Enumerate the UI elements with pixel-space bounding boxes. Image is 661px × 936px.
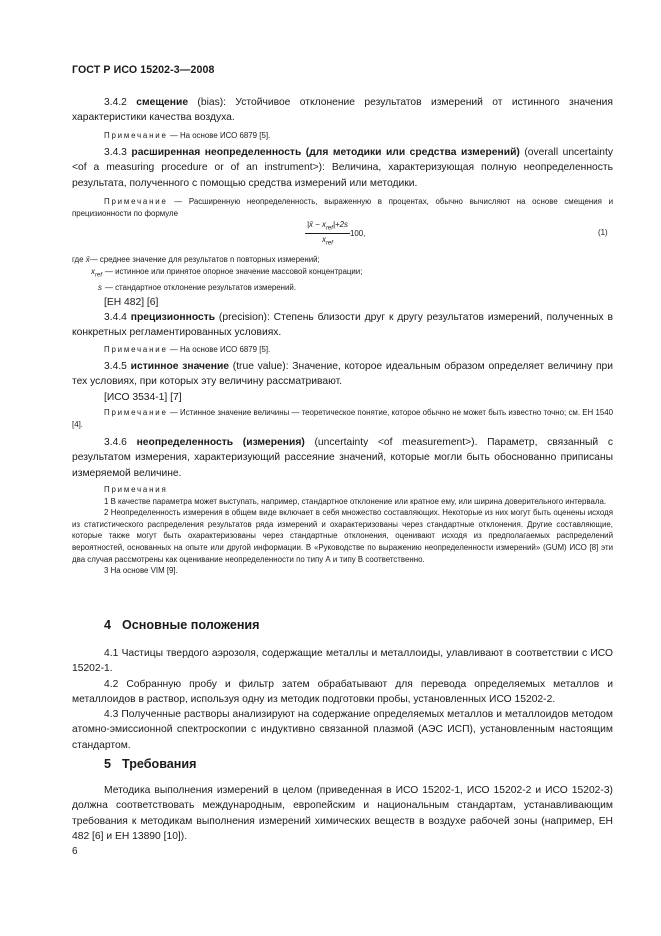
reference-text: [ИСО 3534-1] [7] — [104, 391, 182, 403]
notes-label: Примечания — [104, 485, 168, 494]
reference-text: [ЕН 482] [6] — [104, 297, 159, 308]
note-text: — На основе ИСО 6879 [5]. — [167, 131, 271, 140]
legend-symbol: $x_{ref}$ — [91, 266, 102, 279]
clause-3-4-6 — [72, 435, 613, 481]
legend-row — [72, 266, 613, 282]
note-3: 3 На основе VIM [9]. — [104, 566, 178, 576]
clause-number: 3.4.5 — [104, 361, 127, 372]
definition: (overall uncertainty <of a measuring procedure or of an instrument>): Величина, характеризующая полную неопределенность результата, полученного с помощью средства измерений или методики. — [72, 147, 613, 189]
formula-1 — [305, 220, 365, 246]
note-text: — На основе ИСО 6879 [5]. — [167, 345, 271, 354]
section-5-heading — [72, 757, 613, 771]
legend-row — [72, 254, 613, 266]
definition: (bias): Устойчивое отклонение результатов измерений от истинного значения характеристики качества воздуха. — [72, 97, 613, 124]
note-2: 2 Неопределенность измерения в общем виде включает в себя множество составляющих. Некоторые из них могут быть оценены исходя из статистического распределения результатов ряда измерений и охарактеризованы через стандартные отклонения. Другие составляющие, которые также могут быть охарактеризованы через стандартные отклонения, оценивают исходя из предполагаемых распределений вероятностей, основанных на опыте или другой информации. В «Руководстве по выражению неопределенности измерений» (GUM) ИСО [8] эти два случая рассмотрены как оценивание неопределенности по типу А и типу В соответственно. — [72, 508, 613, 564]
paragraph-5: Методика выполнения измерений в целом (приведенная в ИСО 15202-1, ИСО 15202-2 и ИСО 15202-3) должна соответствовать международным, европейским и национальным стандартам, устанавливающим требования к методикам выполнения измерений химических веществ в воздухе рабочей зоны (например, ЕН 482 [6] и ЕН 13890 [10]). — [72, 785, 613, 842]
note-3-4-3 — [72, 196, 613, 219]
formula-sub: ref — [325, 240, 333, 247]
clause-number: 3.4.2 — [104, 97, 127, 108]
formula-tail: 100, — [349, 228, 366, 238]
note-3-4-5 — [72, 407, 613, 430]
term: прецизионность — [130, 312, 216, 323]
paragraph-4-2: 4.2 Собранную пробу и фильтр затем обрабатывают для перевода определяемых металлов и металлоидов в раствор, используя одну из методик подготовки пробы, установленных ИСО 15202-2. — [72, 678, 613, 705]
clause-3-4-3 — [72, 145, 613, 191]
clause-number: 3.4.4 — [104, 312, 127, 323]
note-3-4-4 — [72, 344, 613, 356]
paragraph-4-1: 4.1 Частицы твердого аэрозоля, содержащие металлы и металлоиды, улавливают в соответствии с ИСО 15202-1. — [72, 648, 613, 675]
clause-3-4-4 — [72, 310, 613, 341]
page-number: 6 — [72, 846, 78, 857]
section-title: Основные положения — [122, 618, 260, 632]
formula-numerator-end: |+2s — [332, 220, 348, 229]
symbol-legend — [72, 254, 613, 293]
legend-symbol: s — [98, 282, 102, 292]
note-label: Примечание — [104, 197, 168, 206]
term: расширенная неопределенность (для методики или средства измерений) — [131, 147, 520, 158]
term: истинное значение — [130, 361, 230, 372]
note-1: 1 В качестве параметра может выступать, например, стандартное отклонение или кратное ему, или ширина доверительного интервала. — [104, 496, 607, 506]
section-number: 5 — [104, 757, 112, 771]
legend-symbol: x̄ — [85, 255, 90, 264]
legend-text: — стандартное отклонение результатов измерений. — [105, 282, 297, 292]
definition: (true value): Значение, которое идеальным образом определяет величину при тех условиях, при которых эту величину рассматривают. — [72, 361, 613, 388]
document-header: ГОСТ Р ИСО 15202-3—2008 — [72, 64, 215, 76]
clause-3-4-5 — [72, 359, 613, 405]
legend-text: — истинное или принятое опорное значение массовой концентрации; — [105, 266, 363, 276]
note-text: — Истинное значение величины — теоретическое понятие, которое обычно не может быть известно точно; см. ЕН 1540 [4]. — [72, 408, 613, 429]
note-label: Примечание — [104, 131, 168, 140]
formula-fraction — [305, 220, 350, 246]
section-number: 4 — [104, 618, 112, 632]
formula-denominator: x — [321, 234, 326, 244]
term: неопределенность (измерения) — [136, 437, 305, 448]
notes-3-4-6 — [72, 484, 613, 577]
definition: (uncertainty <of measurement>). Параметр, связанный с результатом измерения, характеризующий рассеяние значений, которые могли быть обоснованно приписаны измеряемой величине. — [72, 437, 613, 479]
note-label: Примечание — [104, 408, 168, 417]
note-label: Примечание — [104, 345, 168, 354]
formula-number: (1) — [598, 228, 608, 237]
section-4-body — [72, 646, 613, 753]
formula-sub: ref — [325, 225, 333, 232]
section-title: Требования — [122, 757, 197, 771]
definition: (precision): Степень близости друг к другу результатов измерений, полученных в конкретных регламентированных условиях. — [72, 312, 613, 339]
section-5-body — [72, 783, 613, 844]
legend-row — [72, 282, 613, 294]
legend-text: — среднее значение для результатов n повторных измерений; — [89, 255, 320, 264]
note-3-4-2 — [72, 130, 613, 142]
clause-number: 3.4.3 — [104, 147, 127, 158]
term: смещение — [136, 97, 189, 108]
note-text: — Расширенную неопределенность, выраженную в процентах, обычно вычисляют на основе смещения и прецизионности по формуле — [72, 197, 613, 218]
section-4-heading — [72, 618, 613, 632]
legend-lead: где — [72, 255, 84, 264]
formula-numerator: |x̄ − x — [307, 220, 326, 229]
clause-3-4-2 — [72, 95, 613, 126]
clause-number: 3.4.6 — [104, 437, 127, 448]
paragraph-4-3: 4.3 Полученные растворы анализируют на содержание определяемых металлов и металлоидов методом атомно-эмиссионной спектроскопии с индуктивно связанной плазмой (АЭС ИСП), установленным настоящим стандартом. — [72, 709, 613, 751]
reference-en482 — [72, 295, 613, 310]
